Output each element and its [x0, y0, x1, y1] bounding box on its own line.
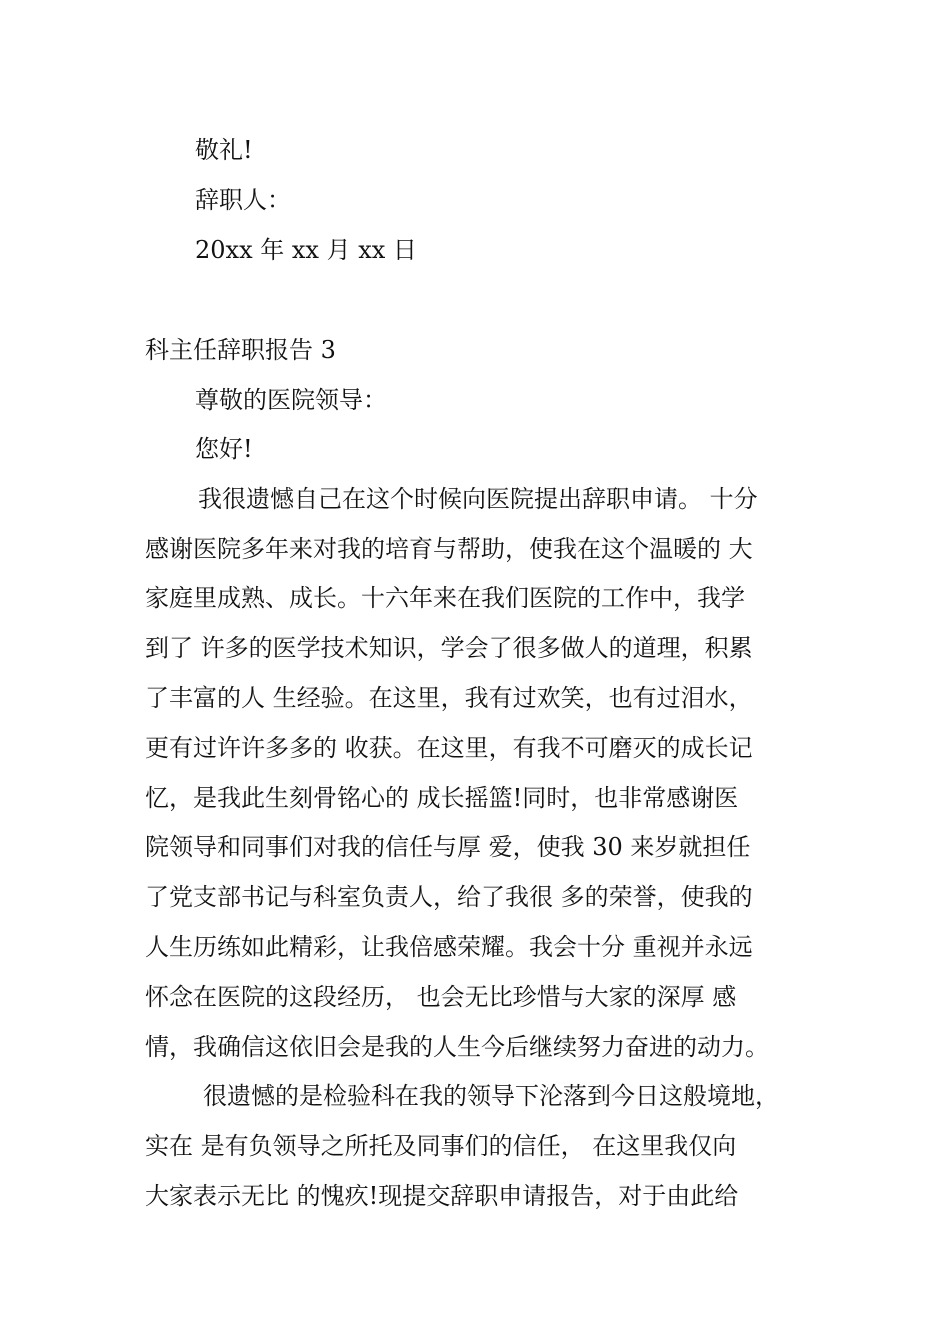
closing-salute: 敬礼! — [195, 136, 253, 164]
paragraph-1-line: 忆，是我此生刻骨铭心的 成长摇篮!同时，也非常感谢医 — [145, 784, 739, 812]
paragraph-1-line: 了丰富的人 生经验。在这里，我有过欢笑，也有过泪水， — [145, 684, 753, 712]
paragraph-2-line: 大家表示无比 的愧疚!现提交辞职申请报告，对于由此给 — [145, 1182, 739, 1210]
paragraph-1-line: 人生历练如此精彩，让我倍感荣耀。我会十分 重视并永远 — [145, 933, 753, 961]
paragraph-1-line: 更有过许许多多的 收获。在这里，有我不可磨灭的成长记 — [145, 734, 753, 762]
section-title: 科主任辞职报告 3 — [145, 336, 336, 364]
paragraph-1-line: 怀念在医院的这段经历， 也会无比珍惜与大家的深厚 感 — [145, 983, 737, 1011]
paragraph-2-line: 很遗憾的是检验科在我的领导下沦落到今日这般境地， — [203, 1082, 779, 1110]
greeting-hello: 您好! — [195, 435, 253, 463]
greeting-addressee: 尊敬的医院领导： — [195, 386, 387, 414]
closing-signer-label: 辞职人： — [195, 186, 291, 214]
closing-date: 20xx 年 xx 月 xx 日 — [195, 236, 417, 264]
paragraph-1-line: 到了 许多的医学技术知识，学会了很多做人的道理，积累 — [145, 634, 753, 662]
paragraph-1-line: 家庭里成熟、成长。十六年来在我们医院的工作中，我学 — [145, 584, 745, 612]
paragraph-1-line: 了党支部书记与科室负责人，给了我很 多的荣誉，使我的 — [145, 883, 753, 911]
paragraph-1-line: 感谢医院多年来对我的培育与帮助，使我在这个温暖的 大 — [145, 535, 753, 563]
paragraph-1-line: 院领导和同事们对我的信任与厚 爱，使我 30 来岁就担任 — [145, 833, 751, 861]
paragraph-1-line: 情，我确信这依旧会是我的人生今后继续努力奋进的动力。 — [145, 1033, 769, 1061]
paragraph-2-line: 实在 是有负领导之所托及同事们的信任， 在这里我仅向 — [145, 1132, 737, 1160]
paragraph-1-line: 我很遗憾自己在这个时候向医院提出辞职申请。 十分 — [198, 485, 758, 513]
